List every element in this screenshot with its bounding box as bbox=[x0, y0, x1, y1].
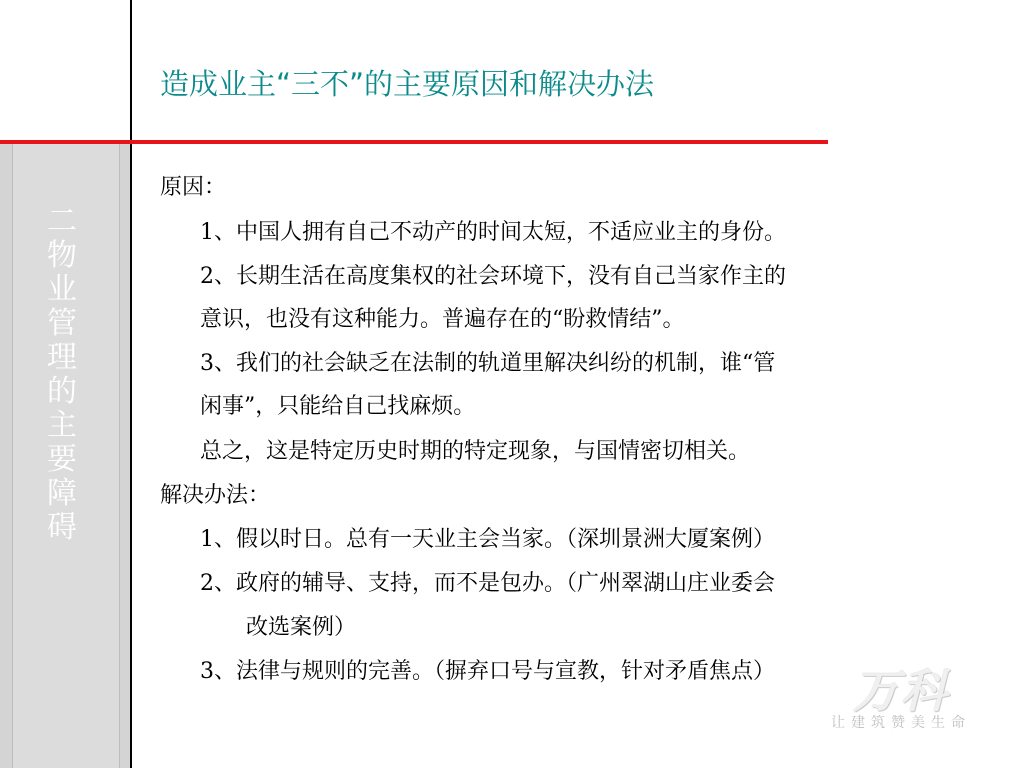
logo-mark: 万科 bbox=[853, 664, 949, 718]
sidebar-top bbox=[0, 0, 132, 142]
section-label: 二 物业管理的主要障碍 bbox=[47, 204, 77, 545]
logo-slogan: 让建筑赞美生命 bbox=[831, 715, 971, 731]
solution-item: 1、假以时日。总有一天业主会当家。（深圳景洲大厦案例） bbox=[200, 527, 775, 552]
reasons-heading: 原因： bbox=[160, 175, 227, 200]
solutions-heading: 解决办法： bbox=[160, 483, 271, 508]
reason-summary: 总之，这是特定历史时期的特定现象，与国情密切相关。 bbox=[200, 439, 751, 464]
vanke-logo bbox=[816, 666, 986, 736]
reason-item: 2、长期生活在高度集权的社会环境下，没有自己当家作主的 bbox=[200, 264, 786, 289]
reason-item: 闲事”，只能给自己找麻烦。 bbox=[200, 394, 476, 419]
reason-item: 3、我们的社会缺乏在法制的轨道里解决纠纷的机制，谁“管 bbox=[200, 351, 776, 376]
reason-item: 意识，也没有这种能力。普遍存在的“盼救情结”。 bbox=[200, 307, 685, 332]
solution-item: 2、政府的辅导、支持，而不是包办。（广州翠湖山庄业委会 bbox=[200, 571, 775, 596]
title-divider bbox=[0, 140, 828, 144]
solution-item: 改选案例） bbox=[246, 615, 357, 640]
page-title: 造成业主“三不”的主要原因和解决办法 bbox=[160, 67, 655, 101]
solution-item: 3、法律与规则的完善。（摒弃口号与宣教，针对矛盾焦点） bbox=[200, 659, 775, 684]
reason-item: 1、中国人拥有自己不动产的时间太短，不适应业主的身份。 bbox=[200, 220, 786, 245]
